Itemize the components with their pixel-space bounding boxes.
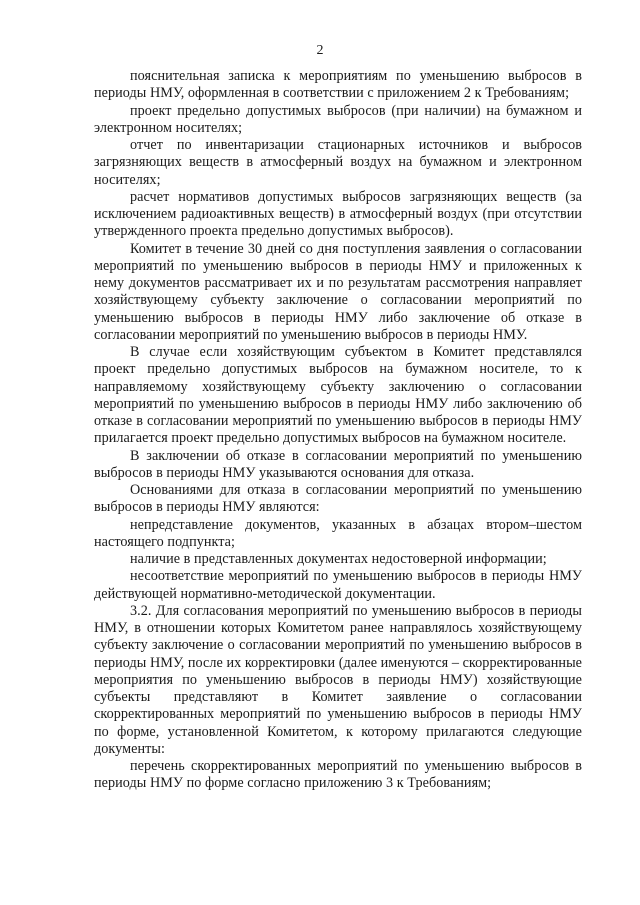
paragraph-refusal-missing-documents: непредставление документов, указанных в абзацах втором–шестом настоящего подпункта; [94,516,582,550]
paragraph-paper-project-case: В случае если хозяйствующим субъектом в Комитет представлялся проект предельно допустимых выбросов на бумажном носителе, то к направляемому хозяйствующему субъекту заключению о согласовании мероприятий по уменьшению выбросов в периоды НМУ либо заключению об отказе в согласовании мероприятий по уменьшению выбросов в периоды НМУ прилагается проект предельно допустимых выбросов на бумажном носителе. [94,344,582,447]
paragraph-corrected-measures-list: перечень скорректированных мероприятий по уменьшению выбросов в периоды НМУ по форме согласно приложению 3 к Требованиям; [94,758,582,792]
paragraph-explanatory-note: пояснительная записка к мероприятиям по уменьшению выбросов в периоды НМУ, оформленная в соответствии с приложением 2 к Требованиям; [94,68,582,102]
paragraph-refusal-grounds-intro: Основаниями для отказа в согласовании мероприятий по уменьшению выбросов в периоды НМУ являются: [94,482,582,516]
paragraph-committee-review: Комитет в течение 30 дней со дня поступления заявления о согласовании мероприятий по уменьшению выбросов в периоды НМУ и приложенных к нему документов рассматривает их и по результатам рассмотрения направляет хозяйствующему субъекту заключение о согласовании мероприятий по уменьшению выбросов в периоды НМУ либо заключение об отказе в согласовании мероприятий по уменьшению выбросов в периоды НМУ. [94,240,582,343]
paragraph-emissions-project: проект предельно допустимых выбросов (при наличии) на бумажном и электронном носителях; [94,102,582,136]
paragraph-refusal-grounds-stated: В заключении об отказе в согласовании мероприятий по уменьшению выбросов в периоды НМУ указываются основания для отказа. [94,447,582,481]
paragraph-refusal-noncompliance: несоответствие мероприятий по уменьшению выбросов в периоды НМУ действующей нормативно-методической документации. [94,568,582,602]
document-body [94,68,582,793]
paragraph-inventory-report: отчет по инвентаризации стационарных источников и выбросов загрязняющих веществ в атмосферный воздух на бумажном и электронном носителях; [94,137,582,188]
page-number: 2 [316,43,324,58]
paragraph-section-3-2: 3.2. Для согласования мероприятий по уменьшению выбросов в периоды НМУ, в отношении которых Комитетом ранее направлялось хозяйствующему субъекту заключение о согласовании мероприятий по уменьшению выбросов в периоды НМУ, после их корректировки (далее именуются – скорректированные мероприятия по уменьшению выбросов в периоды НМУ) хозяйствующие субъекты представляют в Комитет заявление о согласовании скорректированных мероприятий по уменьшению выбросов в периоды НМУ по форме, установленной Комитетом, к которому прилагаются следующие документы: [94,602,582,757]
paragraph-refusal-false-info: наличие в представленных документах недостоверной информации; [130,551,547,567]
paragraph-standards-calculation: расчет нормативов допустимых выбросов загрязняющих веществ (за исключением радиоактивных веществ) в атмосферный воздух (при отсутствии утвержденного проекта предельно допустимых выбросов). [94,188,582,240]
